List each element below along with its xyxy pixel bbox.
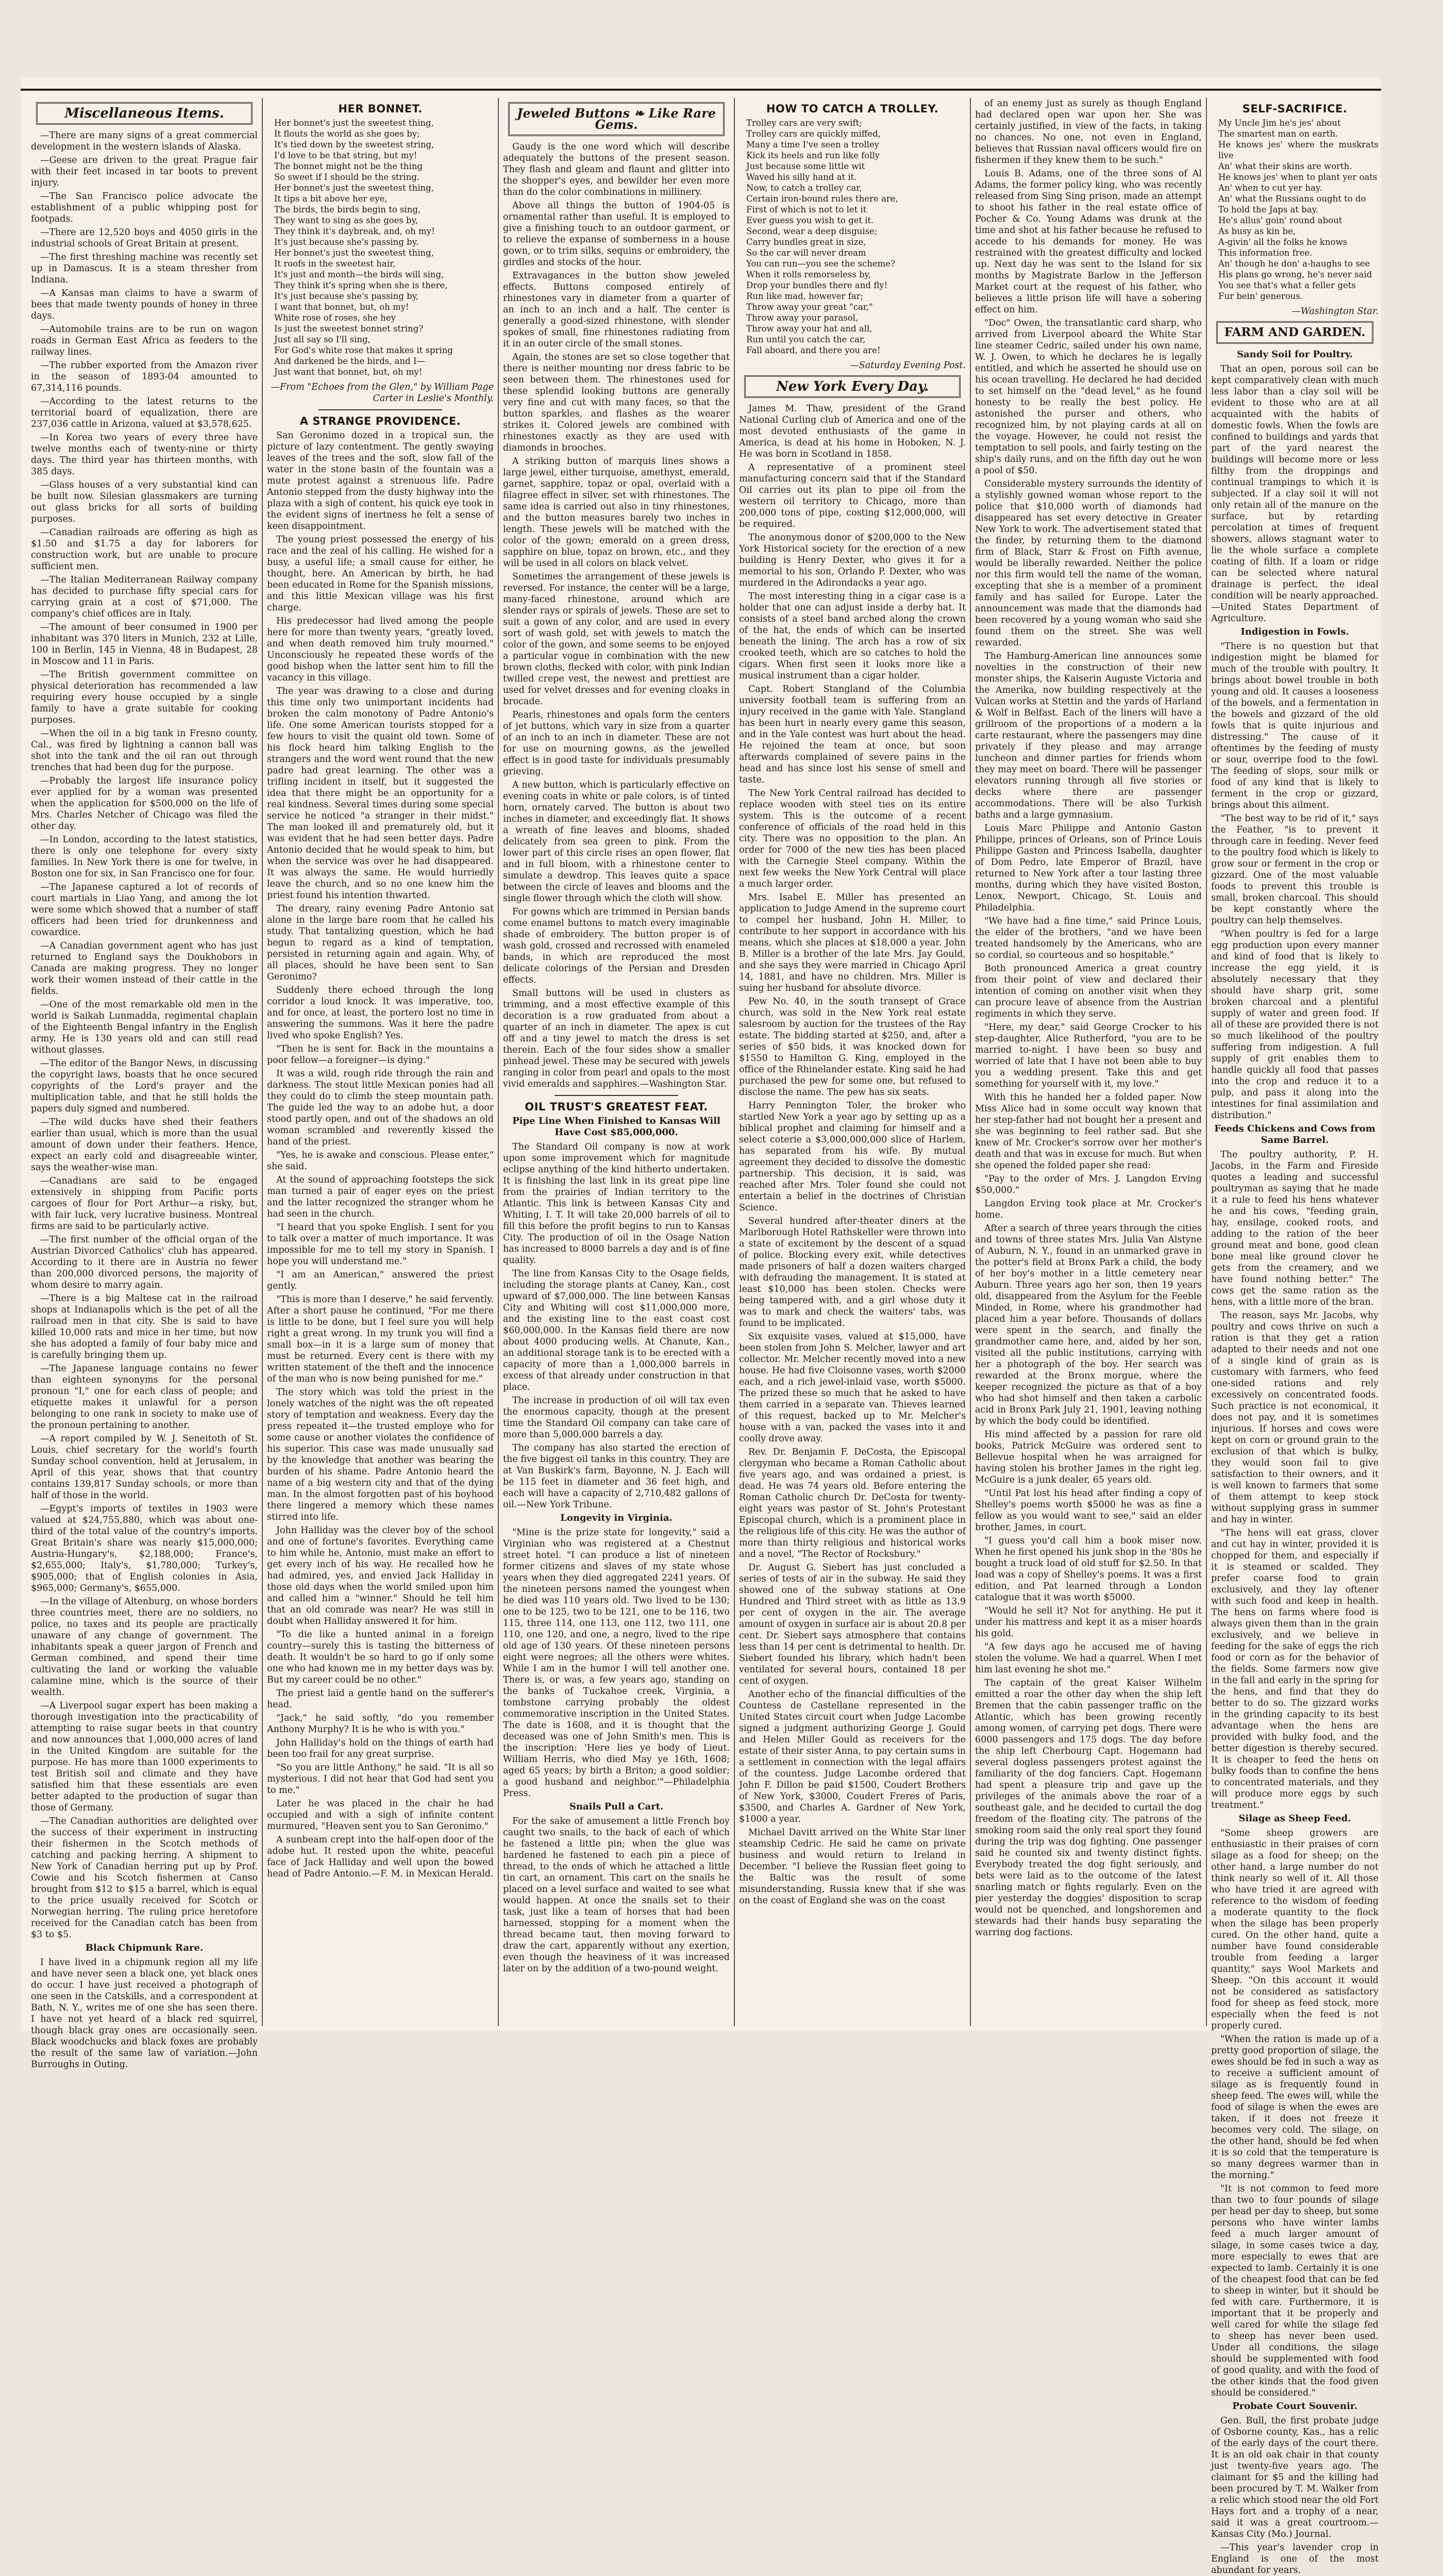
barrel-article xyxy=(1211,1149,1379,1811)
silage-heading: Silage as Sheep Feed. xyxy=(1238,1813,1351,1824)
poem-line: You see that's what a feller gets xyxy=(1218,280,1356,290)
poem-line: Trolley cars are very swift; xyxy=(746,118,862,128)
news-item: His mind affected by a passion for rare old books, Patrick McGuire was ordered sent to Bellevue hospital when he was arraigned for having stolen his brother James in the right leg. McGuire is a junk dealer, 65 years old. xyxy=(975,1430,1202,1485)
poem-line: I want that bonnet, but, oh my! xyxy=(274,302,409,312)
misc-item: —In London, according to the latest statistics, there is only one telephone for every sixty families. In New York there is one for twelve, in Boston one for six, in San Francisco one for four. xyxy=(31,835,258,879)
chipmunk-heading: Black Chipmunk Rare. xyxy=(85,1942,204,1953)
news-item: Capt. Robert Stangland of the Columbia university football team is suffering from an injury received in the game with Yale. Stangland has been hurt in nearly every game this season, and in the Yale contest was hurt about the head. He rejoined the team at once, but soon afterwards complained of severe pains in the head and has since lost his sense of smell and taste. xyxy=(739,684,966,785)
article-paragraph: "I am an American," answered the priest gently. xyxy=(267,1270,494,1291)
poem-line: First of which is not to let it xyxy=(746,205,867,214)
poem-line: Just all say so I'll sing, xyxy=(274,335,371,344)
poem-line: His plans go wrong, he's never said xyxy=(1218,270,1372,279)
article-paragraph: "I heard that you spoke English. I sent for you to talk over a matter of much importance. It was impossible for me to tell my story in Spanish. I hope you will understand me." xyxy=(267,1222,494,1267)
article-paragraph: Pearls, rhinestones and opals form the centers of jet buttons, which vary in size from a quarter of an inch to an inch in diameter. These are not for use on mourning gowns, as the jewelled effect is in good taste for individuals presumably grieving. xyxy=(503,710,730,777)
poem-line: You can run—you see the scheme? xyxy=(746,259,895,269)
probate-heading: Probate Court Souvenir. xyxy=(1232,2401,1357,2412)
poem-line: Fur bein' generous. xyxy=(1218,291,1303,301)
trolley-heading: HOW TO CATCH A TROLLEY. xyxy=(766,103,939,115)
column-rule xyxy=(498,98,499,2026)
bonnet-source: —From "Echoes from the Glen," by William Page Carter in Leslie's Monthly. xyxy=(271,382,494,404)
misc-item: —In the village of Altenburg, on whose borders three countries meet, there are no soldiers, no police, no taxes and its people are practically unaware of any change of government. The inhabitants speak a queer jargon of French and German combined, and spend their time cultivating the land or working the valuable calamine mine, which is the source of their wealth. xyxy=(31,1597,258,1698)
news-item: Another echo of the financial difficulties of the Countess de Castellane represented in the United States circuit court when Judge Lacombe signed a judgment authorizing George J. Gould and Helen Miller Gould as receivers for the estate of their sister Anna, to pay certain sums in a settlement in connection with the legal affairs of the countess. Judge Lacombe ordered that John F. Dillon be paid $1500, Coudert Brothers of New York, $3000, Coudert Freres of Paris, $3500, and Charles A. Gardner of New York, $1000 a year. xyxy=(739,1689,966,1824)
misc-item: —A Kansas man claims to have a swarm of bees that made twenty pounds of honey in three days. xyxy=(31,288,258,321)
farm-title: FARM AND GARDEN. xyxy=(1216,321,1373,344)
news-item: Langdon Erving took place at Mr. Crocker's home. xyxy=(975,1199,1202,1220)
misc-item: —Egypt's imports of textiles in 1903 were valued at $24,755,880, which was about one-third of the total value of the country's imports. Great Britain's share was nearly $15,000,000; Austria-Hungary's, $2,188,000; France's, $2,655,000; Italy's, $1,780,000; Turkey's, $905,000; that of English colonies in Asia, $965,000; Germany's, $655,000. xyxy=(31,1504,258,1593)
misc-item: —The rubber exported from the Amazon river in the season of 1893-04 amounted to 67,314,116 pounds. xyxy=(31,360,258,393)
indigestion-heading: Indigestion in Fowls. xyxy=(1240,626,1349,637)
article-paragraph: The story which was told the priest in the lonely watches of the night was the oft repeated story of temptation and weakness. Every day the press repeated it—the trusted employe who for some cause or another violates the confidence of his superior. This case was made unusually sad by the knowledge that another was bearing the burden of his shame. Padre Antonio heard the name of a big western city and that of the dying man. In the almost forgotten past of his boyhood there lingered a memory which these names stirred into life. xyxy=(267,1387,494,1522)
article-paragraph: "When poultry is fed for a large egg production upon every manner and kind of food that is likely to increase the egg yield, it is absolutely necessary that they should have sharp grit, some broken charcoal and a plentiful supply of water and green food. If all of these are provided there is not so much likelihood of the poultry suffering from indigestion. A full supply of grit enables them to handle quickly all food that passes into the crop and reduce it to a pulp, and pass it along into the intestines for final assimilation and distribution." xyxy=(1211,929,1379,1121)
news-item: Harry Pennington Toler, the broker who startled New York a year ago by setting up as a biblical prophet and claiming for himself and a select coterie a $3,000,000,000 slice of Harlem, has separated from his wife. By mutual agreement they decided to dissolve the domestic partnership. This decision, it is said, was reached after Mrs. Toler found she could not entertain a belief in the doctrines of Christian Science. xyxy=(739,1101,966,1213)
news-item: After a search of three years through the cities and towns of three states Mrs. Julia Van Alstyne of Auburn, N. Y., found in an unmarked grave in the potter's field at Bronx Park a child, the body of her boy's mother in a little cemetery near Auburn. Three years ago her son, then 19 years old, disappeared from the Asylum for the Feeble Minded, in Rome, where his grandmother had placed him a year before. Thousands of dollars were spent in the search, and finally the grandmother came here, and, aided by her son, visited all the public institutions, carrying with her a photograph of the boy. Her search was rewarded at the Bronx morgue, where the keeper recognized the picture as that of a boy who had shot himself and then taken a carbolic acid in Bronx Park July 21, 1901, leaving nothing by which the body could be identified. xyxy=(975,1223,1202,1426)
misc-item: —A Liverpool sugar expert has been making a thorough investigation into the practicability of attempting to raise sugar beets in that country and now announces that 1,000,000 acres of land in the United Kingdom are suitable for the purpose. He has more than 1000 experiments to test British soil and climate and they have satisfied him that these essentials are even better adapted to the production of sugar than those of Germany. xyxy=(31,1701,258,1813)
column-news xyxy=(975,98,1202,2026)
trolley-poem xyxy=(739,118,966,356)
trolley-source: —Saturday Evening Post. xyxy=(850,360,966,371)
poem-line: It's just and month—the birds will sing, xyxy=(274,270,444,279)
article-paragraph: "Yes, he is awake and conscious. Please enter," she said. xyxy=(267,1150,494,1172)
article-paragraph: John Halliday's hold on the things of earth had been too frail for any great surprise. xyxy=(267,1738,494,1759)
article-paragraph: A striking button of marquis lines shows a large jewel, either turquoise, amethyst, emerald, garnet, sapphire, topaz or opal, overlaid with a filagree effect in silver, set with rhinestones. The same idea is carried out also in tiny rhinestones, and the button measures barely two inches in length. These jewels will be matched with the color of the gown; emerald on a green dress, sapphire on blue, topaz on brown, etc., and they will be used in all colors on black velvet. xyxy=(503,456,730,569)
ny-title: New York Every Day. xyxy=(744,375,961,398)
poem-line: It's just because she's passing by. xyxy=(274,237,419,247)
column-farm xyxy=(1211,98,1379,2575)
poem-line: The bonnet might not be the thing xyxy=(274,161,423,171)
article-paragraph: His predecessor had lived among the people here for more than twenty years, "greatly loved, and when death removed him truly mourned." Unconsciously he repeated these words of the good bishop when the latter sent him to fill the vacancy in this village. xyxy=(267,616,494,683)
column-bonnet xyxy=(267,98,494,2026)
poem-line: Trolley cars are quickly miffed, xyxy=(746,129,881,139)
news-item: A representative of a prominent steel manufacturing concern said that if the Standard Oil carries out its plan to pipe oil from the western oil territory to Chicago, more than 200,000 tons of pipe, costing $12,000,000, will be required. xyxy=(739,462,966,529)
news-item: The anonymous donor of $200,000 to the New York Historical society for the erection of a new building is Henry Dexter, who gives it for a memorial to his son, Orlando P. Dexter, who was murdered in the Adirondacks a year ago. xyxy=(739,533,966,588)
misc-title: Miscellaneous Items. xyxy=(36,102,253,125)
article-paragraph: "The hens will eat grass, clover and cut hay in winter, provided it is chopped for them, and especially if it is steamed or scalded. They prefer coarse food to grain exclusively, and they lay oftener with such food and keep in health. The hens on farms where food is always given them than in the grain exclusively, and we believe in feeding for the sake of eggs the rich food or corn as for the behavior of the fields. Some farmers now give in the fall and early in the spring for the hens, and find that they do better to do so. The gizzard works in the grinding capacity to its best advantage when the hens are provided with bulky food, and the better digestion is thereby secured. It is cheaper to feed the hens on bulky foods than to confine the hens to concentrated materials, and they will produce more eggs by such treatment." xyxy=(1211,1528,1379,1810)
barrel-heading: Feeds Chickens and Cows from Same Barrel. xyxy=(1214,1123,1375,1145)
longevity-article: "Mine is the prize state for longevity," said a Virginian who was registered at a Chestnut street hotel. "I can produce a list of nineteen former citizens and slaves of my state whose years when they died aggregated 2241 years. Of the nineteen persons named the youngest when he died was 110 years old. Two lived to be 130; one to be 125, two to be 121, one to be 116, two 115, three 114, one 113, one 112, two 111, one 110, one 120, and one, a negro, lived to the ripe old age of 130 years. Of these nineteen persons eight were negroes; all the others were whites. While I am in the humor I will tell another one. There is, or was, a few years ago, standing on the banks of Tuckahoe creek, Virginia, a tombstone carrying probably the oldest commemorative inscription in the United States. The date is 1608, and it is thought that the deceased was one of John Smith's men. This is the inscription: 'Here lies ye body of Lieut. William Herris, who died May ye 16th, 1608; aged 65 years; by birth a Briton; a good soldier; a good husband and neighbor.'"—Philadelphia Press. xyxy=(503,1527,730,1799)
misc-item: —The Italian Mediterranean Railway company has decided to purchase fifty special cars for carrying grain at a cost of $71,000. The company's chief offices are in Italy. xyxy=(31,575,258,619)
snails-heading: Snails Pull a Cart. xyxy=(569,1801,664,1812)
news-item: Six exquisite vases, valued at $15,000, have been stolen from John S. Melcher, lawyer and art collector. Mr. Melcher recently moved into a new house. He had five Cloisonne vases, worth $2000 each, and a rich jewel-inlaid vase, worth $5000. The prized these so much that he asked to have them carried in a separate van. Thieves learned of this request, backed up to Mr. Melcher's house with a van, packed the vases into it and coolly drove away. xyxy=(739,1332,966,1444)
poem-line: He knows jes' when to plant yer oats xyxy=(1218,172,1378,182)
article-paragraph: The line from Kansas City to the Osage fields, including the storage plants at Caney, Kan., cost upward of $7,000,000. The line between Kansas City and Whiting will cost $11,000,000 more, and the existing line to the east coast cost $60,000,000. In the Kansas field there are now about 4000 producing wells. At Chanute, Kan., an additional storage tank is to be erected with a capacity of more than a 1,000,000 barrels in excess of that already under construction in that place. xyxy=(503,1269,730,1392)
providence-heading: A STRANGE PROVIDENCE. xyxy=(299,415,461,427)
news-item: The New York Central railroad has decided to replace wooden with steel ties on its entire system. This is the outcome of a recent conference of officials of the road held in this city. There was no opposition to the plan. An order for 7000 of the new ties has been placed with the Carnegie Steel company. Within the next few weeks the New York Central will place a much larger order. xyxy=(739,788,966,889)
news-item: "Until Pat lost his head after finding a copy of Shelley's poems worth $5000 he was as fine a fellow as you would want to see," said an elder brother, James, in court. xyxy=(975,1488,1202,1533)
article-paragraph: The reason, says Mr. Jacobs, why poultry and cows thrive on such a ration is that they get a ration adapted to their needs and not one of a single kind of grain as is customary with farmers, who feed one-sided rations and rely excessively on concentrated foods. Such practice is not economical, it does not pay, and it is sometimes injurious. If horses and cows were kept on corn or ground grain to the exclusion of that which is bulky, they would soon fail to give satisfaction to their owners, and it is well known to farmers that some of them attempt to keep stock without supplying grass in summer and hay in winter. xyxy=(1211,1310,1379,1525)
poem-line: And darkened be the birds, and I— xyxy=(274,356,425,366)
oil-subheading: Pipe Line When Finished to Kansas Will Have Cost $85,000,000. xyxy=(512,1116,720,1138)
divider xyxy=(318,409,442,410)
providence-article xyxy=(267,430,494,1880)
ny-article xyxy=(739,403,966,1906)
oil-article xyxy=(503,1141,730,1510)
article-paragraph: It was a wild, rough ride through the rain and darkness. The stout little Mexican ponies had all they could do to climb the steep mountain path. The guide led the way to an adobe hut, a door stood partly open, and out of the shadows an old woman scrambled and reverently kissed the hand of the priest. xyxy=(267,1069,494,1147)
news-article xyxy=(975,98,1202,1938)
snails-article: For the sake of amusement a little French boy caught two snails, to the back of each of which he fastened a little pin; when the glue was hardened he fastened to each pin a piece of thread, to the ends of which he attached a little tin cart, an ornament. This cart on the snails he placed on a level surface and waited to see what would happen. At once the snails set to their task, just like a team of horses that had been harnessed, stopping for a moment when the thread became taut, then moving forward to draw the cart, apparently without any exertion, even though the heaviness of it was increased later on by the addition of a two-pound weight. xyxy=(503,1816,730,1974)
sacrifice-source: —Washington Star. xyxy=(1291,306,1379,317)
poem-line: Kick its heels and run like folly xyxy=(746,151,880,160)
misc-item: —A report compiled by W. J. Seneitoth of St. Louis, chief secretary for the world's fourth Sunday school convention, held at Jerusalem, in April of this year, shows that that country contains 139,817 Sunday schools, or more than half of those in the world. xyxy=(31,1434,258,1501)
article-paragraph: Above all things the button of 1904-05 is ornamental rather than useful. It is employed to give a finishing touch to an outdoor garment, or to relieve the expanse of somberness in a house gown, or to trim silks, sequins or embroidery, the girdles and stocks of the hour. xyxy=(503,201,730,268)
article-paragraph: "Some sheep growers are enthusiastic in their praises of corn silage as a food for sheep; on the other hand, a large number do not think nearly so well of it. All those who have tried it are agreed with reference to the wisdom of feeding a moderate quantity to the flock when the silage has been properly cured. On the other hand, quite a number have found considerable trouble from feeding a larger quantity," says Wool Markets and Sheep. "On this account it would not be considered as satisfactory food for sheep as feed stock, more especially when the feed is not properly cured. xyxy=(1211,1828,1379,2031)
news-item: "Here, my dear," said George Crocker to his step-daughter, Alice Rutherford, "you are to be married to-night. I have been so busy and worried of late that I have not been able to buy you a wedding present. Take this and get something for yourself with it, my love." xyxy=(975,1022,1202,1089)
poem-line: Her bonnet's just the sweetest thing, xyxy=(274,183,434,193)
news-item: With this he handed her a folded paper. Now Miss Alice had in some occult way known that her step-father had not bought her a present and she was beginning to feel rather sad. But she knew of Mr. Crocker's sorrow over her mother's death and that was in excuse for much. But when she opened the folded paper she read: xyxy=(975,1092,1202,1171)
poem-line: It roofs in the sweetest hair, xyxy=(274,259,396,269)
poem-line: My Uncle Jim he's jes' about xyxy=(1218,118,1341,128)
misc-item: —Canadian railroads are offering as high as $1.50 and $1.75 a day for laborers for construction work, but are unable to procure sufficient men. xyxy=(31,527,258,572)
misc-item: —One of the most remarkable old men in the world is Saikab Lunmadda, regimental chaplain of the Eighteenth Bengal infantry in the English army. He is 130 years old and can still read without glasses. xyxy=(31,1000,258,1055)
poem-line: When it rolls remorseless by, xyxy=(746,270,871,279)
article-paragraph: Sometimes the arrangement of these jewels is reversed. For instance, the center will be a large, many-faced rhinestone, around which are slender rays or spirals of jewels. These are set to suit a gown of any color, and are used in every sort of wash gold, set with jewels to match the color of the gown, and some seems to be enjoyed a particular vogue in combination with the new brown cloths, flecked with color, with pink Indian twilled crepe vest, the newest and prettiest are used for velvet dresses and for evening cloaks in brocade. xyxy=(503,572,730,707)
chipmunk-article: I have lived in a chipmunk region all my life and have never seen a black one, yet black ones do occur. I have just received a photograph of one seen in the Catskills, and a correspondent at Bath, N. Y., writes me of one she has seen there. I have not yet heard of a black red squirrel, though black gray ones are occasionally seen. Black woodchucks and black foxes are probably the result of the same law of variation.—John Burroughs in Outing. xyxy=(31,1957,258,2070)
column-misc xyxy=(31,98,258,2070)
news-item: "We have had a fine time," said Prince Louis, the elder of the brothers, "and we have been treated handsomely by the Americans, who are so cordial, so courteous and so hospitable." xyxy=(975,916,1202,960)
column-jeweled xyxy=(503,98,730,2026)
misc-item: —The Japanese captured a lot of records of court martials in Liao Yang, and among the lot were some which showed that a number of staff officers had been tried for drunkenness and cowardice. xyxy=(31,882,258,938)
news-item: Pew No. 40, in the south transept of Grace church, was sold in the New York real estate salesroom by auction for the trustees of the Ray estate. The bidding started at $250, and, after a series of $50 bids, it was knocked down for $1550 to Hamilton G. King, employed in the office of the Rhinelander estate. King said he had purchased the pew for some one, but refused to disclose the name. The pew has six seats. xyxy=(739,996,966,1098)
misc-item: —The editor of the Bangor News, in discussing the copyright laws, boasts that he once secured copyrights of the Lord's prayer and the multiplication table, and that he still holds the papers duly signed and numbered. xyxy=(31,1058,258,1114)
poem-line: They want to sing as she goes by, xyxy=(274,215,418,225)
misc-item: —A Canadian government agent who has just returned to England says the Doukhobors in Canada are making progress. They no longer work their women instead of their cattle in the fields. xyxy=(31,941,258,996)
article-paragraph: San Geronimo dozed in a tropical sun, the picture of lazy contentment. The gently swaying leaves of the trees and the soft, slow fall of the water in the stone basin of the fountain was a mute protest against a strenuous life. Padre Antonio stepped from the dusty highway into the plaza with a sigh of content, his quick eye took in the evident signs of inertness he felt a sense of keen disappointment. xyxy=(267,430,494,531)
poem-line: I'd love to be that string, but my! xyxy=(274,151,417,160)
news-item: "A few days ago he accused me of having stolen the volume. We had a quarrel. When I met him last evening he shot me." xyxy=(975,1642,1202,1675)
article-paragraph: Again, the stones are set so close together that there is neither mounting nor dress fabric to be seen between them. The rhinestones used for these splendid looking buttons are generally very fine and cut with many faces, so that the button sparkles, and flashes as the wearer strikes it. Colored jewels are combined with rhinestones exactly as they are used with diamonds in brooches. xyxy=(503,352,730,453)
article-paragraph: "Then he is sent for. Back in the mountains a poor fellow—a foreigner—is dying." xyxy=(267,1044,494,1066)
misc-item: —The Japanese language contains no fewer than eighteen synonyms for the personal pronoun "I," one for each class of people; and etiquette makes it unlawful for a person belonging to one rank in society to make use of the pronoun pertaining to another. xyxy=(31,1364,258,1431)
news-item: "I guess you'd call him a book miser now. When he first opened his junk shop in the '80s he bought a truck load of old stuff for $2.50. In that load was a copy of Shelley's poems. It was a first edition, and Pat learned through a London catalogue that it was worth $5000. xyxy=(975,1536,1202,1603)
article-paragraph: A new button, which is particularly effective on evening coats in white or pale colors, is of tinted horn, ornately carved. The button is about two inches in diameter, and exceedingly flat. It shows a wreath of fine leaves and blooms, shaded delicately from sea green to pink. From the lower part of this circle rises an open flower, flat and in full bloom, with a rhinestone center to simulate a dewdrop. This leaves quite a space between the circle of leaves and blooms and the single flower through which the cloth will show. xyxy=(503,780,730,904)
article-paragraph: The young priest possessed the energy of his race and the zeal of his calling. He wished for a busy, a useful life; a small cause for either, he thought, here. An American by birth, he had been educated in Rome for the Spanish missions, and this little Mexican village was his first charge. xyxy=(267,535,494,613)
article-paragraph: "It is not common to feed more than two to four pounds of silage per head per day to sheep, but some persons who have winter lambs feed a much larger amount of silage, in some cases twice a day, more especially to ewes that are expected to lamb. Certainly it is one of the cheapest food that can be fed to sheep in winter, but it should be fed with care. Furthermore, it is important that it be properly and well cared for while the silage fed to sheep has never been used. Under all conditions, the silage should be supplemented with food of good quality, and with the food of the other kinds that the food given should be considered." xyxy=(1211,2184,1379,2398)
poem-line: Drop your bundles there and fly! xyxy=(746,280,888,290)
poem-line: Throw away your hat and all, xyxy=(746,324,872,334)
article-paragraph: Extravagances in the button show jeweled effects. Buttons composed entirely of rhinestones vary in diameter from a quarter of an inch to an inch and a half. The center is generally a good-sized rhinestone, with slender spokes of small, fine rhinestones radiating from it in an outer circle of the small stones. xyxy=(503,271,730,349)
misc-item: —Automobile trains are to be run on wagon roads in German East Africa as feeders to the railway lines. xyxy=(31,324,258,357)
article-paragraph: Later he was placed in the chair he had occupied and with a sigh of infinite content murmured, "Heaven sent you to San Geronimo." xyxy=(267,1799,494,1832)
article-paragraph: The priest laid a gentle hand on the sufferer's head. xyxy=(267,1688,494,1710)
poem-line: An' though he don' a-haughs to see xyxy=(1218,259,1370,269)
poem-line: It's tied down by the sweetest string, xyxy=(274,140,434,149)
column-rule xyxy=(262,98,263,2026)
poem-line: Certain iron-bound rules there are, xyxy=(746,194,898,204)
misc-item: —The British government committee on physical deterioration has recommended a law requiring every house occupied by a single family to have a grate suitable for cooking purposes. xyxy=(31,670,258,725)
probate-article: Gen. Bull, the first probate judge of Osborne county, Kas., has a relic of the early days of the court there. It is an old oak chair in that county just twenty-five years ago. The claimant for $5 and the killing had been procured by T. M. Walker from a relic which stood near the old Fort Hays fort and a trophy of a near, said it was a great courtroom.—Kansas City (Mo.) Journal. xyxy=(1211,2416,1379,2539)
misc-item: —Canadians are said to be engaged extensively in shipping from Pacific ports cargoes of flour for Port Arthur—a risky, but, with fair luck, very lucrative business. Montreal firms are said to be particularly active. xyxy=(31,1176,258,1232)
article-paragraph: John Halliday was the clever boy of the school and one of fortune's favorites. Everything came to him while he, Antonio, must make an effort to get every inch of his way. He recalled how he had admired, yes, and envied Jack Halliday in those old days when the world smiled upon him and called him a "winner." Should he tell him that an old comrade was near? He was still in doubt when Halliday answered it for him. xyxy=(267,1525,494,1626)
news-item: James M. Thaw, president of the Grand National Curling club of America and one of the most devoted enthusiasts of the game in America, is dead at his home in Hoboken, N. J. He was born in Scotland in 1858. xyxy=(739,404,966,459)
poem-line: As busy as kin be, xyxy=(1218,226,1296,236)
article-paragraph: A sunbeam crept into the half-open door of the adobe hut. It rested upon the white, peaceful face of Jack Halliday and well upon the bowed head of Padre Antonio.—F. M. in Mexican Herald. xyxy=(267,1835,494,1879)
sandy-article: That an open, porous soil can be kept comparatively clean with much less labor than a clay soil will be evident to those who are at all acquainted with the habits of domestic fowls. When the fowls are confined to buildings and yards that part of the yard nearest the buildings will become more or less filthy from the droppings and continual trampings to which it is subjected. If a clay soil it will not only retain all of the manure on the surface, but by retarding percolation at times of frequent showers, allows stagnant water to lie the whole surface a complete coating of filth. If a loam or ridge can be selected where natural drainage is perfect, the ideal condition will be nearly approached.—United States Department of Agriculture. xyxy=(1211,364,1379,624)
article-paragraph: "Jack," he said softly, "do you remember Anthony Murphy? It is he who is with you." xyxy=(267,1713,494,1735)
misc-item: —According to the latest returns to the territorial board of equalization, there are 237,036 cattle in Arizona, valued at $3,578,625. xyxy=(31,396,258,429)
news-item: Several hundred after-theater diners at the Marlborough Hotel Rathskeller were thrown into a state of excitement by the descent of a squad of police. Blocking every exit, while detectives made prisoners of half a dozen waiters charged with defrauding the management. It is stated at least $10,000 has been stolen. Checks were being tampered with, and a girl whose duty it was to mark and check the waiters' tabs, was found to be implicated. xyxy=(739,1216,966,1328)
misc-item: —There is a big Maltese cat in the railroad shops at Indianapolis which is the pet of all the railroad men in that city. She is said to have killed 10,000 rats and mice in her time, but now she has adopted a family of four baby mice and is carefully bringing them up. xyxy=(31,1293,258,1360)
poem-line: They think it's daybreak, and, oh my! xyxy=(274,226,435,236)
sacrifice-heading: SELF-SACRIFICE. xyxy=(1242,103,1348,115)
poem-line: Just because some little wit xyxy=(746,161,865,171)
misc-item: —The Canadian authorities are delighted over the success of their experiment in instructing their fishermen in the Scotch methods of catching and packing herring. A shipment to New York of Canadian herring put up by Prof. Cowie and his Scotch fishermen at Canso brought from $12 to $15 a barrel, which is equal to the price usually received for Scotch or Norwegian herring. The ruling price heretofore received for the Canadian catch has been from $3 to $5. xyxy=(31,1816,258,1940)
poem-line: This information free. xyxy=(1218,248,1313,258)
poem-line: Run until you catch the car, xyxy=(746,335,866,344)
misc-item: —Glass houses of a very substantial kind can be built now. Silesian glassmakers are turning out glass bricks for all sorts of building purposes. xyxy=(31,480,258,524)
poem-line: Second, wear a deep disguise; xyxy=(746,226,878,236)
news-item: Mrs. Isabel E. Miller has presented an application to Judge Amend in the supreme court to compel her husband, John H. Miller, to contribute to her support in accordance with his means, which she places at $18,000 a year. John B. Miller is a brother of the late Mrs. Jay Gould, and she says they were married in Chicago April 14, 1881, and have no children. Mrs. Miller is suing her husband for absolute divorce. xyxy=(739,892,966,993)
news-item: The most interesting thing in a cigar case is a holder that one can adjust inside a derby hat. It consists of a steel band arched along the crown of the hat, the ends of which can be inserted beneath the lining. The arch has a row of six crooked teeth, which are so catches to hold the cigars. When first seen it looks more like a musical instrument than a cigar holder. xyxy=(739,591,966,681)
poem-line: So sweet if I should be the string. xyxy=(274,172,420,182)
poem-line: He's allus' goin' round about xyxy=(1218,215,1343,225)
poem-line: Her bonnet's just the sweetest thing, xyxy=(274,118,434,128)
article-paragraph: "When the ration is made up of a pretty good proportion of silage, the ewes should be fed in such a way as to receive a sufficient amount of silage as is frequently found in sheep feed. The ewes will, while the food of silage is when the ewes are taken, if it does not freeze it becomes very cold. The silage, on the other hand, should be fed when it is so cold that the temperature is so many degrees warmer than in the morning." xyxy=(1211,2034,1379,2181)
article-paragraph: Gaudy is the one word which will describe adequately the buttons of the present season. They flash and gleam and flaunt and glitter into the shopper's eyes, and bewilder her even more than do the color combinations in millinery. xyxy=(503,142,730,197)
news-item: "Doc" Owen, the transatlantic card sharp, who arrived from Liverpool aboard the White Star line steamer Cedric, sailed under his own name, W. J. Owen, to which he declares he is legally entitled, and which he asserted he should use on his ocean travelling. He declared he had decided to set himself on the "dead level," as he found honesty to be really the best policy. He astonished the purser and others, who recognized him, by not playing cards at all on the voyage. However, he could not resist the temptation to sell pools, and fairly testing on the ship's daily runs, and on the fifth day out he won a pool of $50. xyxy=(975,318,1202,476)
article-paragraph: "The best way to be rid of it," says the Feather, "is to prevent it through care in feeding. Never feed to the poultry food which is likely to grow sour or ferment in the crop or gizzard. One of the most valuable foods to prevent this trouble is small, broken charcoal. This should be kept constantly where the poultry can help themselves. xyxy=(1211,813,1379,926)
news-item: Rev. Dr. Benjamin F. DeCosta, the Episcopal clergyman who became a Roman Catholic about five years ago, and was ordained a priest, is dead. He was 74 years old. Before entering the Roman Catholic church Dr. DeCosta for twenty-eight years was pastor of St. John's Protestant Episcopal church, which is a prominent place in the religious life of this city. He was the author of more than thirty religious and historical works and a novel, "The Rector of Rocksbury." xyxy=(739,1447,966,1559)
misc-item: —When the oil in a big tank in Fresno county, Cal., was fired by lightning a cannon ball was shot into the tank and the oil ran out through trenches that had been dug for the purpose. xyxy=(31,728,258,773)
article-paragraph: Small buttons will be used in clusters as trimming, and a most effective example of this decoration is a row graduated from about a quarter of an inch in diameter. The apex is cut off and a tiny jewel to match the dress is set therein. Each of the four sides show a smaller pinhead jewel. These may be secured with jewels ranging in color from pearl and opals to the most vivid emeralds and sapphires.—Washington Star. xyxy=(503,988,730,1089)
poem-line: To hold the Japs at bay. xyxy=(1218,205,1319,214)
poem-line: It tips a bit above her eye, xyxy=(274,194,388,204)
article-paragraph: "There is no question but that indigestion might be blamed for much of the trouble with poultry. It brings about bowel trouble in both young and old. It causes a looseness of the bowels, and a fermentation in the bowels and gizzard of the old fowls that is quite injurious and distressing." The cause of it oftentimes by the feeding of musty or sour, overripe food to the fowl. The feeding of slops, sour milk or food of any kind that is likely to ferment in the crop or gizzard, brings about this ailment. xyxy=(1211,641,1379,810)
misc-item: —The first number of the official organ of the Austrian Divorced Catholics' club has appeared. According to it there are in Austria no fewer than 200,000 divorced persons, the majority of whom desire to marry again. xyxy=(31,1235,258,1290)
column-rule xyxy=(734,98,735,2026)
news-item: Considerable mystery surrounds the identity of a stylishly gowned woman whose report to the police that $10,000 worth of diamonds had disappeared has set every detective in Greater New York to work. The advertisement stated that the finder, by returning them to the diamond firm of Black, Starr & Frost on Fifth avenue, would be liberally rewarded. Neither the police nor this firm would tell the name of the woman, excepting that she is a member of a prominent family and has sailed for Europe. Later the announcement was made that the diamonds had been recovered by a young woman who said she found them on the street. She was well rewarded. xyxy=(975,479,1202,648)
column-rule xyxy=(1206,98,1207,2026)
misc-item: —The wild ducks have shed their feathers earlier than usual, which is more than the usual amount of down under their feathers. Hence, expect an early cold and disagreeable winter, says the weather-wise man. xyxy=(31,1117,258,1173)
poem-line: For God's white rose that makes it spring xyxy=(274,345,453,355)
poem-line: Waved his silly hand at it. xyxy=(746,172,857,182)
poem-line: Now, to catch a trolley car, xyxy=(746,183,862,193)
poem-line: Many a time I've seen a trolley xyxy=(746,140,879,149)
article-paragraph: The Standard Oil company is now at work upon some improvement which for magnitude eclipse anything of the kind hitherto undertaken. It is finishing the last link in its great pipe line from the prairies of Indian territory to the Atlantic. This link is between Kansas City and Whiting, I. T. It will take 20,000 barrels of oil to fill this before the profit begins to run to Kansas City. The production of oil in the Osage Nation has increased to 8000 barrels a day and is of fine quality. xyxy=(503,1142,730,1266)
poem-line: Fall aboard, and there you are! xyxy=(746,345,881,355)
poem-line: An' what the Russians ought to do xyxy=(1218,194,1366,204)
misc-item: —There are many signs of a great commercial development in the western islands of Alaska. xyxy=(31,130,258,152)
misc-item: —The San Francisco police advocate the establishment of a public whipping post for footpads. xyxy=(31,191,258,224)
news-item: "Pay to the order of Mrs. J. Langdon Erving $50,000." xyxy=(975,1174,1202,1195)
poem-line: It flouts the world as she goes by; xyxy=(274,129,420,139)
news-item: Louis Marc Philippe and Antonio Gaston Philippe, princes of Orleans, son of Prince Louis Philippe Gaston and Princess Isabella, daughter of Dom Pedro, late Emperor of Brazil, have returned to New York after a tour lasting three months, during which they have visited Boston, Lenox, Newport, Chicago, St. Louis and Philadelphia. xyxy=(975,823,1202,913)
column-rule xyxy=(970,98,971,2026)
misc-item: —Probably the largest life insurance policy ever applied for by a woman was presented when the application for $500,000 on the life of Mrs. Charles Netcher of Chicago was filed the other day. xyxy=(31,776,258,832)
misc-item: —In Korea two years of every three have twelve months each of twenty-nine or thirty days. The third year has thirteen months, with 385 days. xyxy=(31,433,258,477)
poem-line: Carry bundles great in size, xyxy=(746,237,866,247)
misc-item: —Geese are driven to the great Prague fair with their feet incased in tar boots to prevent injury. xyxy=(31,155,258,188)
masthead-rule xyxy=(21,89,1381,91)
indigestion-article xyxy=(1211,641,1379,1121)
silage-article xyxy=(1211,1827,1379,2399)
longevity-heading: Longevity in Virginia. xyxy=(560,1513,673,1523)
poem-line: Ever guess you wish to get it. xyxy=(746,215,874,225)
column-trolley xyxy=(739,98,966,2026)
news-item: Louis B. Adams, one of the three sons of Al Adams, the former policy king, who was recently released from Sing Sing prison, made an attempt to shoot his father in the real estate office of Pocher & Co. Young Adams was drunk at the time and shot at his father because he refused to accede to his demands for money. He was restrained with the greatest difficulty and locked up. Next day he was sent to the Island for six months by Magistrate Barlow in the Jefferson Market court at the request of his father, who believes a little prison life will have a sobering effect on him. xyxy=(975,169,1202,315)
sandy-heading: Sandy Soil for Poultry. xyxy=(1237,349,1353,360)
sacrifice-poem xyxy=(1211,118,1379,302)
article-paragraph: The poultry authority, P. H. Jacobs, in the Farm and Fireside quotes a leading and successful poultryman as saying that he made it a rule to feed his hens whatever he and his cows, "feeding grain, hay, ensilage, cooked roots, and adding to the ration of the beer ground meat and bone, good clean bone meal like ground clover he gets from the creamery, and we have found nothing better." The cows get the same ration as the hens, with a little more of the bran. xyxy=(1211,1150,1379,1307)
article-paragraph: "So you are little Anthony," he said. "It is all so mysterious. I did not hear that God had sent you to me." xyxy=(267,1763,494,1796)
article-paragraph: At the sound of approaching footsteps the sick man turned a pair of eager eyes on the priest and the latter recognized the stranger whom he had seen in the church. xyxy=(267,1175,494,1219)
oil-heading: OIL TRUST'S GREATEST FEAT. xyxy=(525,1101,708,1113)
poem-line: Throw away your parasol, xyxy=(746,313,859,323)
poem-line: Is just the sweetest bonnet string? xyxy=(274,324,424,334)
article-paragraph: For gowns which are trimmed in Persian bands come enamel buttons to match every imaginable shade of embroidery. The button proper is of wash gold, crossed and recrossed with enameled bands, in which are reproduced the most delicate colorings of the Persian and Dresden effects. xyxy=(503,907,730,985)
jeweled-article xyxy=(503,141,730,1090)
poem-line: The birds, the birds begin to sing, xyxy=(274,205,421,214)
misc-item: —The amount of beer consumed in 1900 per inhabitant was 370 liters in Munich, 232 at Lille, 100 in Berlin, 145 in Vienna, 48 in Budapest, 28 in Moscow and 11 in Paris. xyxy=(31,622,258,667)
lavender-note: —This year's lavender crop in England is one of the most abundant for years. xyxy=(1211,2542,1379,2575)
news-item: of an enemy just as surely as though England had declared open war upon her. She was certainly justified, in view of the facts, in taking no chances. No one, not even in England, believes that Russian naval officers would fire on fishermen if they knew them to be such." xyxy=(975,98,1202,165)
poem-line: A-givin' all the folks he knows xyxy=(1218,237,1348,247)
poem-line: The smartest man on earth. xyxy=(1218,129,1338,139)
misc-items xyxy=(31,130,258,1940)
poem-line: An' when to cut yer hay. xyxy=(1218,183,1322,193)
article-paragraph: The increase in production of oil will tax even the enormous capacity, though at the present time the Standard Oil company can take care of more than 5,000,000 barrels a day. xyxy=(503,1395,730,1440)
news-item: Michael Davitt arrived on the White Star liner steamship Cedric. He said he came on private business and would return to Ireland in December. "I believe the Russian fleet going to the Baltic was the result of some misunderstanding, Russia knew that if she was on the coast of England she was on the coast xyxy=(739,1827,966,1906)
news-item: "Would he sell it? Not for anything. He put it under his mattress and kept it as a miser hoards his gold. xyxy=(975,1606,1202,1639)
misc-item: —The first threshing machine was recently set up in Damascus. It is a steam thresher from Indiana. xyxy=(31,252,258,285)
poem-line: Throw away your great "car," xyxy=(746,302,873,312)
poem-line: It's just because she's passing by, xyxy=(274,291,419,301)
article-paragraph: "This is more than I deserve," he said fervently. After a short pause he continued, "For me there is little to be done, but I feel sure you will help right a great wrong. In my trunk you will find a small box—in it is a large sum of money that must be returned. Every cent is there with my written statement of the theft and the innocence of the man who is now being punished for me." xyxy=(267,1294,494,1384)
news-item: The captain of the great Kaiser Wilhelm emitted a roar the other day when the ship left Bremen that the cabin passenger traffic on the Atlantic, which has been growing recently among women, of carrying pet dogs. There were 6000 passengers and 175 dogs. The day before the ship left Cherbourg Capt. Hogemann had several dogless passengers protest against the familiarity of the dog fanciers. Capt. Hogemann had spent a pleasure trip and gave up the privileges of the animals above the roar of a southeast gale, and he decided to curtail the dog freedom of the floating city. The patrons of the smoking room said the only real sport they found during the trip was dog fighting. One passenger said he counted six and twenty distinct fights. Everybody treated the dog fight seriously, and bets were laid as to the outcome of the latest snarling match or fights regularly. Even on the pier yesterday the doggies' disposition to scrap would not be quenched, and longshoremen and stewards had their hands busy separating the warring dog factions. xyxy=(975,1678,1202,1938)
article-paragraph: The company has also started the erection of the five biggest oil tanks in this country. They are at Van Buskirk's farm, Bayonne, N. J. Each will be 115 feet in diameter and 36 feet high, and each will have a capacity of 2,710,482 gallons of oil.—New York Tribune. xyxy=(503,1443,730,1510)
bonnet-heading: HER BONNET. xyxy=(338,103,423,115)
poem-line: Her bonnet's just the sweetest thing, xyxy=(274,248,434,258)
article-paragraph: The dreary, rainy evening Padre Antonio sat alone in the large bare room that he called his study. That tantalizing question, which he had begun to regard as a kind of temptation, persisted in returning again and again. Why, of all places, should he have been sent to San Geronimo? xyxy=(267,904,494,982)
poem-line: White rose of roses, she hey xyxy=(274,313,396,323)
article-paragraph: Suddenly there echoed through the long corridor a loud knock. It was imperative, too, and for once, at least, the portero lost no time in answering the summons. Was it here the padre lived who spoke English? Yes. xyxy=(267,985,494,1041)
poem-line: An' what their skins are worth. xyxy=(1218,161,1352,171)
news-item: Both pronounced America a great country from their point of view and declared their intention of coming on another visit when they can procure leave of absence from the Austrian regiments in which they serve. xyxy=(975,963,1202,1019)
news-item: Dr. August G. Siebert has just concluded a series of tests of air in the subway. He said they showed one of the subway stations at One Hundred and Third street with as little as 13.9 per cent of oxygen in the air. The average amount of oxygen in surface air is about 20.8 per cent. Dr. Siebert says atmosphere that contains less than 14 per cent is detrimental to health. Dr. Siebert founded his library, which hadn't been ventilated for several hours, contained 18 per cent of oxygen. xyxy=(739,1563,966,1686)
bonnet-poem xyxy=(267,118,494,377)
jeweled-title: Jeweled Buttons ❧ Like Rare Gems. xyxy=(508,102,725,136)
poem-line: Run like mad, however far; xyxy=(746,291,864,301)
article-paragraph: The year was drawing to a close and during this time only two unimportant incidents had broken the calm monotony of Padre Antonio's life. One some American tourists stopped for a few hours to visit the quaint old town. Some of his flock heard him talking English to the strangers and the word went round that the new padre had great learning. The other was a trifling incident in itself, but it suggested the idea that there might be an opportunity for a real kindness. Several times during some special service he noticed "a stranger in their midst." The man looked ill and prematurely old, but it was evident that he had seen better days. Padre Antonio decided that he would speak to him, but when the service was over he had disappeared. It was always the same. He would hurriedly leave the church, and so no one knew him the priest found his intention thwarted. xyxy=(267,686,494,901)
article-paragraph: "To die like a hunted animal in a foreign country—surely this is tasting the bitterness of death. It wouldn't be so hard to go if only some one who had known me in my better days was by. But my career could be no other." xyxy=(267,1630,494,1685)
poem-line: So the car will never dream xyxy=(746,248,866,258)
poem-line: He knows jes' where the muskrats live xyxy=(1218,140,1379,160)
misc-item: —There are 12,520 boys and 4050 girls in the industrial schools of Great Britain at present. xyxy=(31,227,258,249)
poem-line: They think it's spring when she is there, xyxy=(274,280,448,290)
poem-line: Just want that bonnet, but, oh my! xyxy=(274,367,423,377)
news-item: The Hamburg-American line announces some novelties in the construction of their new monster ships, the Kaiserin Auguste Victoria and the Amerika, now building respectively at the Vulcan works at Stettin and the yards of Harland & Wolf in Belfast. Each of the liners will have a grillroom of the proportions of a modern a la carte restaurant, where the passengers may dine privately if they please and may arrange luncheon and dinner parties for friends whom they may meet on board. There will be passenger elevators running through all five stories or decks where there are passenger accommodations. There will be also Turkish baths and a large gymnasium. xyxy=(975,651,1202,820)
divider xyxy=(555,1095,678,1096)
